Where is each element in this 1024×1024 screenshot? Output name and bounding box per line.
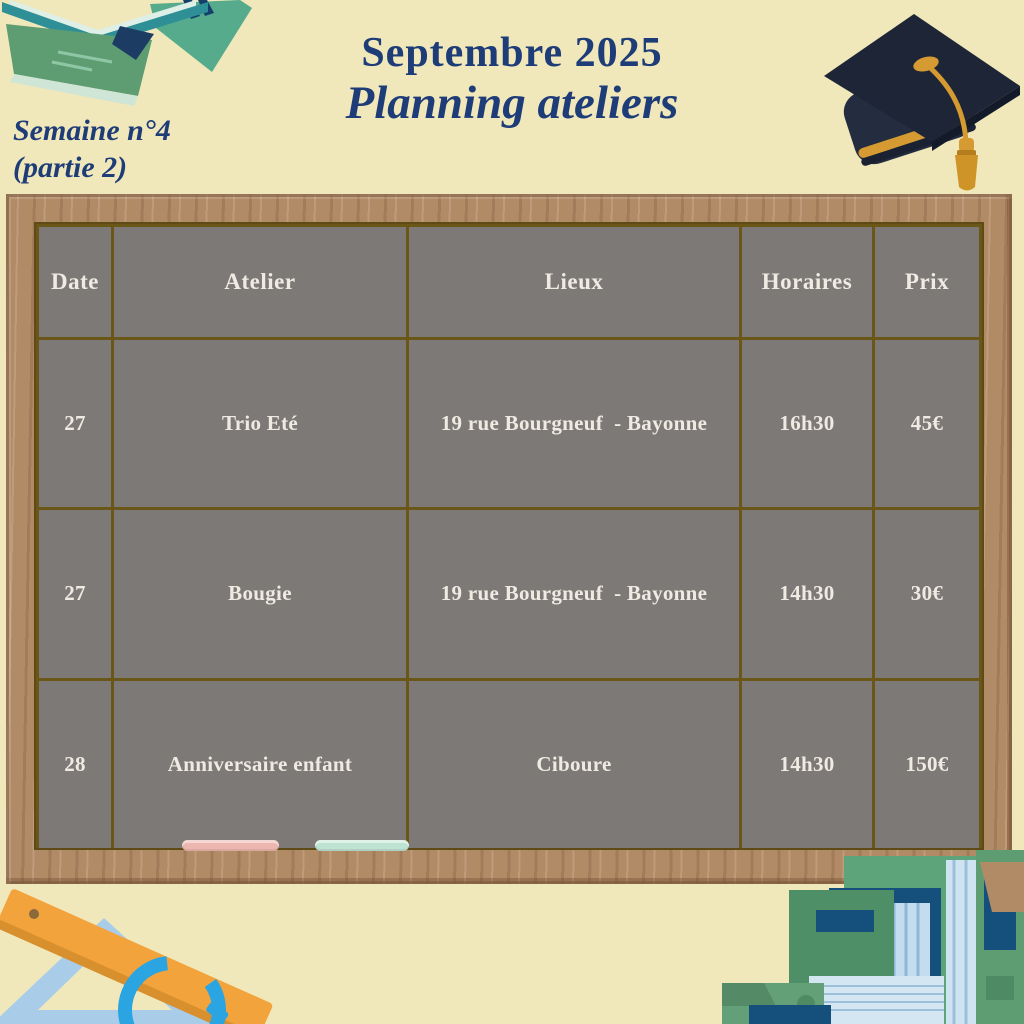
cell-atelier: Trio Eté — [114, 340, 406, 507]
ruler-icon — [0, 888, 274, 1024]
cell-horaires: 14h30 — [742, 681, 872, 848]
header-cell-lieux: Lieux — [409, 227, 739, 337]
striped-page-book — [872, 903, 930, 1024]
cell-lieux: 19 rue Bourgneuf - Bayonne — [409, 340, 739, 507]
pages-stack — [809, 976, 944, 1024]
cell-atelier: Bougie — [114, 510, 406, 677]
week-label-line1: Semaine n°4 — [13, 114, 171, 147]
cell-date: 27 — [39, 510, 111, 677]
poster-subtitle: Planning ateliers — [345, 77, 679, 129]
cell-prix: 150€ — [875, 681, 979, 848]
header-cell-prix: Prix — [875, 227, 979, 337]
green-folder — [722, 983, 824, 1024]
set-square-icon — [0, 918, 220, 1024]
header-cell-horaires: Horaires — [742, 227, 872, 337]
compass-icon — [107, 945, 238, 1024]
cell-prix: 30€ — [875, 510, 979, 677]
pink-chalk — [182, 840, 279, 851]
striped-spine-book — [946, 860, 976, 1024]
header-cell-date: Date — [39, 227, 111, 337]
cell-lieux: Ciboure — [409, 681, 739, 848]
cell-horaires: 16h30 — [742, 340, 872, 507]
week-label-line2: (partie 2) — [13, 151, 128, 184]
cell-horaires: 14h30 — [742, 510, 872, 677]
cell-date: 27 — [39, 340, 111, 507]
cell-atelier: Anniversaire enfant — [114, 681, 406, 848]
week-label — [13, 112, 171, 186]
navy-book-small — [749, 1005, 831, 1024]
mint-chalk — [315, 840, 409, 851]
month-title: Septembre 2025 — [361, 30, 663, 76]
chalkboard — [6, 194, 1012, 884]
green-book-front — [789, 890, 894, 1024]
schedule-table — [36, 224, 982, 848]
cell-date: 28 — [39, 681, 111, 848]
cell-prix: 45€ — [875, 340, 979, 507]
geometry-tools-icon — [0, 884, 290, 1024]
tassel — [955, 138, 978, 191]
cell-lieux: 19 rue Bourgneuf - Bayonne — [409, 510, 739, 677]
header-cell-atelier: Atelier — [114, 227, 406, 337]
navy-book — [829, 888, 941, 1024]
chalkboard-surface — [34, 222, 984, 850]
